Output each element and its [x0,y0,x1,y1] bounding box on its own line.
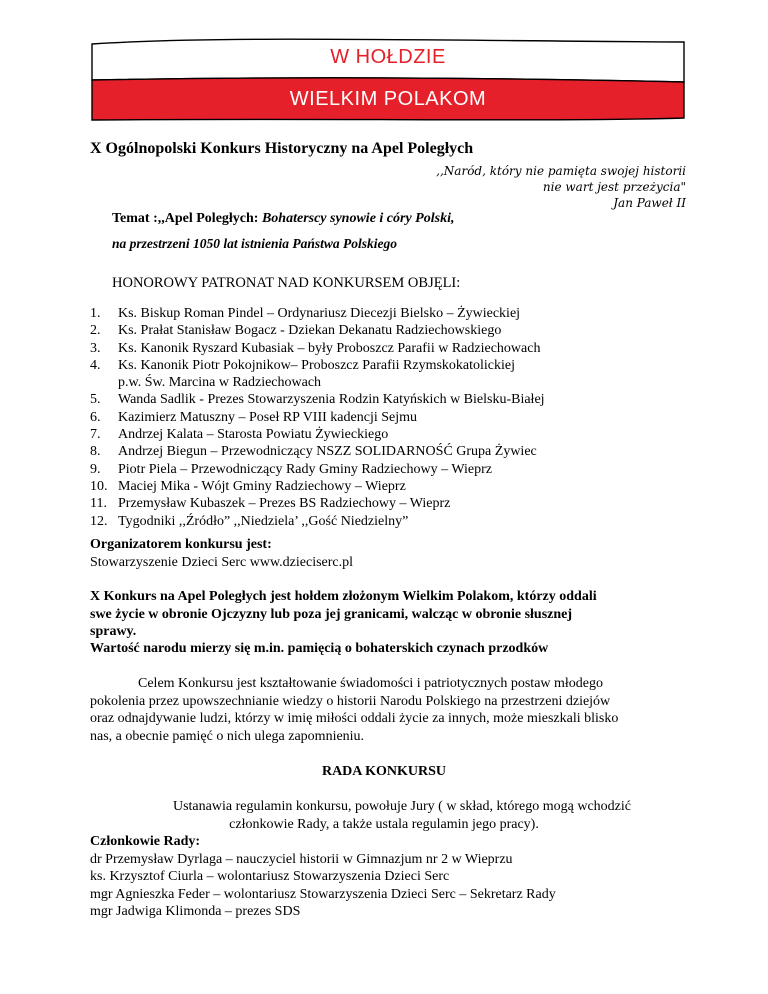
patrons-list [90,305,545,530]
council-member: mgr Jadwiga Klimonda – prezes SDS [90,904,301,919]
list-item: 4. Ks. Kanonik Piotr Pokojnikow– Proboszcz Parafii Rzymskokatolickiej [90,357,516,373]
theme-label: Temat :,,Apel Poległych: [112,211,262,226]
council-desc2: członkowie Rady, a także ustala regulamin jego pracy). [229,817,539,832]
tribute-line3: sprawy. [90,624,137,639]
list-item: 2. Ks. Prałat Stanisław Bogacz - Dziekan Dekanatu Radziechowskiego [90,323,502,339]
theme-text1: Bohaterscy synowie i córy Polski, [261,211,455,226]
list-item: 1. Ks. Biskup Roman Pindel – Ordynariusz Diecezji Bielsko – Żywieckiej [90,306,521,321]
patronage-heading: HONOROWY PATRONAT NAD KONKURSEM OBJĘLI: [112,275,461,291]
list-item: 5. Wanda Sadlik - Prezes Stowarzyszenia Rodzin Katyńskich w Bielsku-Białej [90,392,545,408]
banner-line1: W HOŁDZIE [330,46,446,68]
council-desc1: Ustanawia regulamin konkursu, powołuje Jury ( w skład, którego mogą wchodzić [172,799,631,814]
council-member: mgr Agnieszka Feder – wolontariusz Stowarzyszenia Dzieci Serc – Sekretarz Rady [90,887,556,902]
tribute-line2: swe życie w obronie Ojczyzny lub poza jej granicami, walcząc w obronie słusznej [90,607,573,622]
theme-text2: na przestrzeni 1050 lat istnienia Państwa Polskiego [112,236,398,251]
list-item: 11. Przemysław Kubaszek – Prezes BS Radziechowy – Wieprz [90,496,451,512]
theme-line [112,211,454,227]
council-heading: RADA KONKURSU [321,764,447,779]
council-member: ks. Krzysztof Ciurla – wolontariusz Stowarzyszenia Dzieci Serc [90,869,450,884]
tribute-line4: Wartość narodu mierzy się m.in. pamięcią o bohaterskich czynach przodków [90,641,549,656]
quote-line2: nie wart jest przeżycia" [542,180,686,194]
list-item: 9. Piotr Piela – Przewodniczący Rady Gminy Radziechowy – Wieprz [90,461,492,477]
page-title: X Ogólnopolski Konkurs Historyczny na Apel Poległych [90,140,474,157]
list-item: 6. Kazimierz Matuszny – Poseł RP VIII kadencji Sejmu [90,409,417,425]
goal-line3: oraz odnajdywanie ludzi, którzy w imię miłości oddali życie za innych, może mieszkali blisko [90,711,619,726]
quote-line1: ,,Naród, który nie pamięta swojej historii [436,164,686,178]
list-item: 12. Tygodniki ,,Źródło” ,,Niedziela’ ,,Gość Niedzielny” [90,513,409,529]
organizer-heading: Organizatorem konkursu jest: [90,537,272,552]
quote-author: Jan Paweł II [613,196,686,210]
goal-line2: pokolenia przez upowszechnianie wiedzy o historii Narodu Polskiego na przestrzeni dziejów [90,694,611,709]
list-item: 3. Ks. Kanonik Ryszard Kubasiak – były Proboszcz Parafii w Radziechowach [90,340,541,356]
goal-line1: Celem Konkursu jest kształtowanie świadomości i patriotycznych postaw młodego [138,676,604,691]
council-members-heading: Członkowie Rady: [90,834,201,849]
list-item: 8. Andrzej Biegun – Przewodniczący NSZZ SOLIDARNOŚĆ Grupa Żywiec [90,444,537,460]
banner-line2: WIELKIM POLAKOM [289,88,487,110]
list-item: p.w. Św. Marcina w Radziechowach [118,375,322,391]
header-banner [90,38,686,122]
list-item: 7. Andrzej Kalata – Starosta Powiatu Żywieckiego [90,427,389,443]
goal-line4: nas, a obecnie pamięć o nich ulega zapomnieniu. [90,729,365,744]
tribute-line1: X Konkurs na Apel Poległych jest hołdem złożonym Wielkim Polakom, którzy oddali [90,589,597,604]
organizer-text: Stowarzyszenie Dzieci Serc www.dzieciserc.pl [90,555,354,570]
council-member: dr Przemysław Dyrlaga – nauczyciel historii w Gimnazjum nr 2 w Wieprzu [90,852,513,867]
list-item: 10. Maciej Mika - Wójt Gminy Radziechowy – Wieprz [90,478,406,494]
